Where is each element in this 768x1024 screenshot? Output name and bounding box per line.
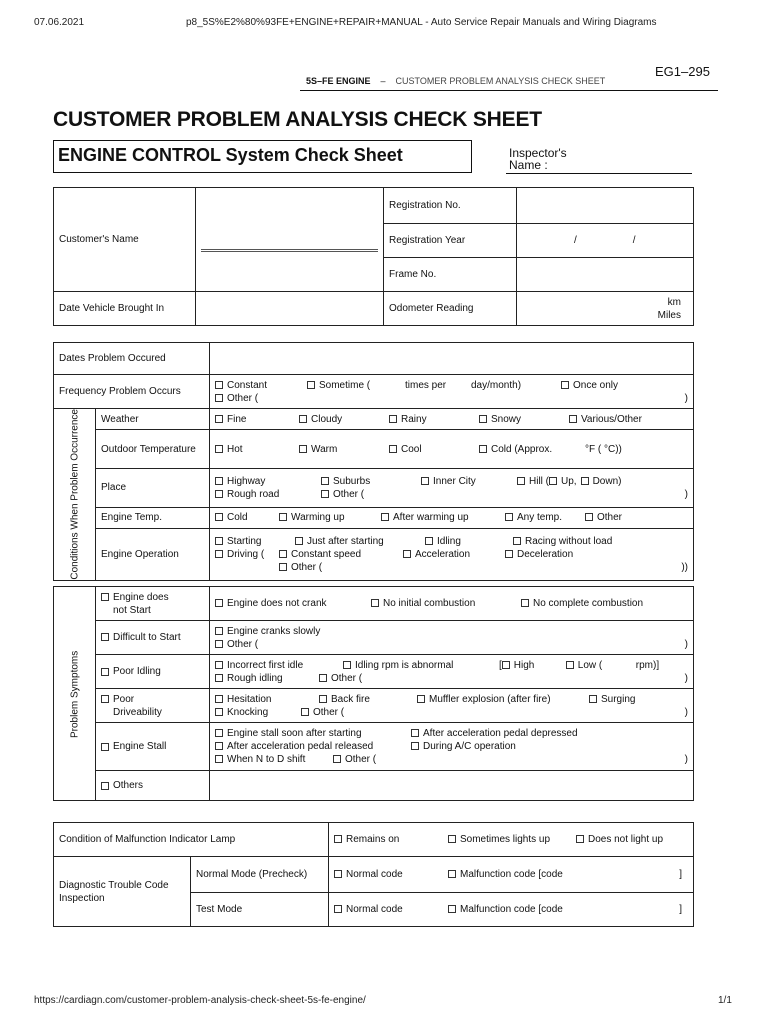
ns-crank-option[interactable] xyxy=(215,597,371,610)
checkbox-icon xyxy=(215,599,223,607)
mil-label: Condition of Malfunction Indicator Lamp xyxy=(54,823,329,857)
pi-rough-label: Rough idling xyxy=(227,672,283,684)
pi-other-close: ) xyxy=(684,672,688,684)
op-other-label: Other ( xyxy=(291,561,323,573)
checkbox-icon xyxy=(215,742,223,750)
checkbox-icon xyxy=(569,415,577,423)
mil-does-not-label: Does not light up xyxy=(588,834,664,845)
pd-muffler-label: Muffler explosion (after fire) xyxy=(429,693,551,705)
print-title: p8_5S%E2%80%93FE+ENGINE+REPAIR+MANUAL - Auto Service Repair Manuals and Wiring Diagrams xyxy=(186,17,657,28)
test-mode-label: Test Mode xyxy=(191,893,329,927)
checkbox-icon xyxy=(513,537,521,545)
op-accel-option[interactable] xyxy=(403,548,505,561)
etemp-after-option[interactable] xyxy=(381,511,505,524)
others-label: Others xyxy=(113,780,144,791)
header-rule xyxy=(300,90,718,91)
poor-driveability-option[interactable] xyxy=(96,689,210,723)
pi-incorrect-option[interactable] xyxy=(215,659,343,672)
es-after-released-option[interactable] xyxy=(215,740,411,753)
pd-backfire-label: Back fire xyxy=(331,693,370,705)
etemp-cold-label: Cold xyxy=(227,512,248,524)
engine-operation-options xyxy=(210,529,694,581)
engine-operation-label: Engine Operation xyxy=(96,529,210,581)
temp-cool-option[interactable] xyxy=(389,443,479,456)
place-suburbs-option[interactable] xyxy=(321,475,421,488)
checkbox-icon xyxy=(101,593,109,601)
checkbox-icon xyxy=(581,477,589,485)
section-engine: 5S–FE ENGINE xyxy=(306,76,371,86)
inspector-name-field[interactable] xyxy=(506,173,692,174)
es-soon-label: Engine stall soon after starting xyxy=(227,728,362,739)
place-options xyxy=(210,469,694,508)
test-mode-options xyxy=(329,893,694,927)
checkbox-icon xyxy=(215,695,223,703)
checkbox-icon xyxy=(215,537,223,545)
symptoms-side-label: Problem Symptoms xyxy=(54,587,96,801)
pi-incorrect-label: Incorrect first idle xyxy=(227,659,304,671)
weather-rainy-label: Rainy xyxy=(401,413,427,425)
ns-initial-label: No initial combustion xyxy=(383,598,476,609)
frame-no-field[interactable] xyxy=(517,258,694,292)
checkbox-icon xyxy=(479,445,487,453)
checkbox-icon xyxy=(215,640,223,648)
checkbox-icon xyxy=(101,743,109,751)
op-starting-label: Starting xyxy=(227,535,262,547)
freq-constant-option[interactable] xyxy=(215,379,307,392)
pd-hesitation-label: Hesitation xyxy=(227,693,272,705)
temp-cool-label: Cool xyxy=(401,443,422,455)
checkbox-icon xyxy=(421,477,429,485)
place-hill-option[interactable] xyxy=(517,475,549,488)
place-other-label: Other ( xyxy=(333,488,365,500)
es-n-to-d-option[interactable] xyxy=(215,753,333,766)
registration-no-label: Registration No. xyxy=(384,188,517,224)
normal-mode-label: Normal Mode (Precheck) xyxy=(191,857,329,893)
d-other-close: ) xyxy=(684,638,688,650)
tm-normal-code-option[interactable] xyxy=(334,903,448,916)
ns-complete-label: No complete combustion xyxy=(533,598,644,609)
op-other-option[interactable] xyxy=(215,561,681,574)
d-slowly-label: Engine cranks slowly xyxy=(227,625,321,637)
no-start-label: Engine does not Start xyxy=(113,591,169,616)
weather-various-option[interactable] xyxy=(569,413,642,426)
pd-other-option[interactable] xyxy=(301,706,685,719)
checkbox-icon xyxy=(279,550,287,558)
checkbox-icon xyxy=(215,394,223,402)
ns-complete-option[interactable] xyxy=(521,597,643,610)
dates-problem-label: Dates Problem Occured xyxy=(54,343,210,375)
checkbox-icon xyxy=(319,695,327,703)
checkbox-icon xyxy=(371,599,379,607)
checkbox-icon xyxy=(448,870,456,878)
op-constant-option[interactable] xyxy=(279,548,403,561)
pi-rough-option[interactable] xyxy=(215,672,319,685)
es-ac-label: During A/C operation xyxy=(423,741,516,752)
section-dash: – xyxy=(380,76,386,86)
frequency-options xyxy=(210,375,694,409)
checkbox-icon xyxy=(333,755,341,763)
freq-sometime-option[interactable] xyxy=(307,379,405,392)
d-other-option[interactable] xyxy=(215,638,258,651)
place-up-label: Up, xyxy=(561,475,577,487)
checkbox-icon xyxy=(101,668,109,676)
checkbox-icon xyxy=(215,708,223,716)
es-after-depressed-label: After acceleration pedal depressed xyxy=(423,728,578,739)
poor-idling-option[interactable] xyxy=(96,655,210,689)
temp-warm-option[interactable] xyxy=(299,443,389,456)
checkbox-icon xyxy=(319,674,327,682)
poor-driveability-label: Poor Driveability xyxy=(113,693,162,718)
checkbox-icon xyxy=(215,490,223,498)
freq-once-label: Once only xyxy=(573,379,619,391)
checkbox-icon xyxy=(521,599,529,607)
checkbox-icon xyxy=(389,415,397,423)
checkbox-icon xyxy=(381,513,389,521)
es-n-to-d-label: When N to D shift xyxy=(227,754,306,765)
mil-remains-label: Remains on xyxy=(346,834,400,845)
checkbox-icon xyxy=(505,513,513,521)
checkbox-icon xyxy=(448,835,456,843)
inspector-colon: : xyxy=(544,158,548,172)
temp-hot-label: Hot xyxy=(227,443,243,455)
weather-cloudy-option[interactable] xyxy=(299,413,389,426)
pi-high-label: High xyxy=(513,659,535,671)
date-brought-field[interactable] xyxy=(196,292,384,326)
weather-label: Weather xyxy=(96,409,210,430)
inspector-label-text: Inspector's Name xyxy=(509,146,567,172)
freq-times-label: times per xyxy=(405,379,447,391)
pd-knocking-label: Knocking xyxy=(227,706,269,718)
etemp-warming-label: Warming up xyxy=(291,512,345,524)
pi-other-label: Other ( xyxy=(331,672,363,684)
place-label: Place xyxy=(96,469,210,508)
weather-snowy-option[interactable] xyxy=(479,413,569,426)
op-starting-option[interactable] xyxy=(215,535,295,548)
freq-constant-label: Constant xyxy=(227,379,268,391)
engine-stall-options xyxy=(210,723,694,771)
checkbox-icon xyxy=(321,490,329,498)
checkbox-icon xyxy=(279,513,287,521)
checkbox-icon xyxy=(295,537,303,545)
pd-other-label: Other ( xyxy=(313,706,345,718)
temp-cold-label: Cold (Approx. xyxy=(491,443,553,455)
pi-high-open: [ xyxy=(499,659,502,671)
checkbox-icon xyxy=(215,661,223,669)
checkbox-icon xyxy=(215,445,223,453)
section-header xyxy=(306,76,605,86)
checkbox-icon xyxy=(299,415,307,423)
weather-options xyxy=(210,409,694,430)
place-other-close: ) xyxy=(684,488,688,500)
checkbox-icon xyxy=(215,755,223,763)
frequency-label: Frequency Problem Occurs xyxy=(54,375,210,409)
d-slowly-option[interactable] xyxy=(215,625,320,638)
checkbox-icon xyxy=(215,550,223,558)
conditions-table xyxy=(53,342,694,581)
mil-options xyxy=(329,823,694,857)
checkbox-icon xyxy=(448,905,456,913)
no-start-options xyxy=(210,587,694,621)
checkbox-icon xyxy=(411,729,419,737)
footer-url: https://cardiagn.com/customer-problem-analysis-check-sheet-5s-fe-engine/ xyxy=(34,995,366,1006)
difficult-start-label: Difficult to Start xyxy=(113,632,181,643)
op-accel-label: Acceleration xyxy=(415,548,471,560)
checkbox-icon xyxy=(425,537,433,545)
tm-close: ] xyxy=(679,904,682,915)
op-constant-label: Constant speed xyxy=(291,548,362,560)
customer-name-line xyxy=(201,249,378,252)
dtc-label: Diagnostic Trouble Code Inspection xyxy=(54,857,191,927)
checkbox-icon xyxy=(502,661,510,669)
checkbox-icon xyxy=(215,729,223,737)
weather-snowy-label: Snowy xyxy=(491,413,522,425)
reg-year-sep-2: / xyxy=(632,235,636,246)
freq-once-option[interactable] xyxy=(561,379,618,392)
op-driving-option[interactable] xyxy=(215,548,279,561)
checkbox-icon xyxy=(215,627,223,635)
odometer-label: Odometer Reading xyxy=(384,292,517,326)
symptoms-table xyxy=(53,586,694,801)
outdoor-temp-label: Outdoor Temperature xyxy=(96,430,210,469)
others-field[interactable] xyxy=(210,771,694,801)
checkbox-icon xyxy=(215,381,223,389)
mil-remains-option[interactable] xyxy=(334,833,448,846)
checkbox-icon xyxy=(566,661,574,669)
engine-stall-label: Engine Stall xyxy=(113,741,167,752)
es-other-close: ) xyxy=(684,754,688,765)
checkbox-icon xyxy=(389,445,397,453)
pi-abnormal-label: Idling rpm is abnormal xyxy=(355,659,454,671)
pd-knocking-option[interactable] xyxy=(215,706,301,719)
op-racing-label: Racing without load xyxy=(525,535,613,547)
pd-other-close: ) xyxy=(684,706,688,718)
dates-problem-field[interactable] xyxy=(210,343,694,375)
mil-does-not-option[interactable] xyxy=(576,833,663,846)
ns-initial-option[interactable] xyxy=(371,597,521,610)
poor-idling-label: Poor Idling xyxy=(113,666,161,677)
freq-sometime-label: Sometime ( xyxy=(319,379,371,391)
weather-fine-label: Fine xyxy=(227,413,247,425)
etemp-any-label: Any temp. xyxy=(517,512,563,524)
checkbox-icon xyxy=(517,477,525,485)
poor-driveability-options xyxy=(210,689,694,723)
difficult-start-option[interactable] xyxy=(96,621,210,655)
checkbox-icon xyxy=(479,415,487,423)
customer-info-table xyxy=(53,187,694,326)
checkbox-icon xyxy=(505,550,513,558)
pd-hesitation-option[interactable] xyxy=(215,693,319,706)
checkbox-icon xyxy=(301,708,309,716)
nm-normal-code-option[interactable] xyxy=(334,868,448,881)
place-rough-road-label: Rough road xyxy=(227,488,280,500)
frame-no-label: Frame No. xyxy=(384,258,517,292)
pd-backfire-option[interactable] xyxy=(319,693,417,706)
pi-other-option[interactable] xyxy=(319,672,685,685)
checkbox-icon xyxy=(215,674,223,682)
op-idling-option[interactable] xyxy=(425,535,513,548)
es-soon-option[interactable] xyxy=(215,727,411,740)
checkbox-icon xyxy=(307,381,315,389)
checkbox-icon xyxy=(411,742,419,750)
checkbox-icon xyxy=(561,381,569,389)
tm-normal-code-label: Normal code xyxy=(346,904,403,915)
odometer-km: km xyxy=(667,296,681,308)
difficult-start-options xyxy=(210,621,694,655)
poor-idling-options xyxy=(210,655,694,689)
op-racing-option[interactable] xyxy=(513,535,612,548)
mil-sometimes-option[interactable] xyxy=(448,833,576,846)
place-hill-label: Hill ( xyxy=(529,475,549,487)
es-other-label: Other ( xyxy=(345,754,377,765)
diagnostic-table xyxy=(53,822,694,927)
pi-high-option[interactable] xyxy=(502,659,566,672)
weather-cloudy-label: Cloudy xyxy=(311,413,343,425)
conditions-side-label: Conditions When Problem Occurrence xyxy=(54,409,96,581)
es-after-released-label: After acceleration pedal released xyxy=(227,741,374,752)
inspector-name-label xyxy=(509,147,589,171)
checkbox-icon xyxy=(215,513,223,521)
checkbox-icon xyxy=(549,477,557,485)
etemp-warming-option[interactable] xyxy=(279,511,381,524)
place-down-option[interactable] xyxy=(581,475,622,488)
temp-cold-option[interactable] xyxy=(479,443,579,456)
nm-malfunction-label: Malfunction code [code xyxy=(460,869,563,880)
checkbox-icon xyxy=(334,905,342,913)
page-code: EG1–295 xyxy=(655,64,710,79)
etemp-cold-option[interactable] xyxy=(215,511,279,524)
nm-malfunction-option[interactable] xyxy=(448,868,679,881)
checkbox-icon xyxy=(417,695,425,703)
footer-page-number: 1/1 xyxy=(718,995,732,1006)
place-suburbs-label: Suburbs xyxy=(333,475,371,487)
op-idling-label: Idling xyxy=(437,535,461,547)
pd-muffler-option[interactable] xyxy=(417,693,589,706)
no-start-option[interactable] xyxy=(96,587,210,621)
place-other-option[interactable] xyxy=(321,488,685,501)
page-title: CUSTOMER PROBLEM ANALYSIS CHECK SHEET xyxy=(53,108,542,131)
op-other-close: )) xyxy=(681,561,688,573)
op-just-after-option[interactable] xyxy=(295,535,425,548)
place-inner-city-option[interactable] xyxy=(421,475,517,488)
tm-malfunction-option[interactable] xyxy=(448,903,679,916)
temp-warm-label: Warm xyxy=(311,443,338,455)
checkbox-icon xyxy=(589,695,597,703)
reg-year-sep-1: / xyxy=(574,235,577,246)
checkbox-icon xyxy=(215,415,223,423)
temp-units: °F ( °C)) xyxy=(585,443,622,455)
date-brought-label: Date Vehicle Brought In xyxy=(54,292,196,326)
checkbox-icon xyxy=(101,695,109,703)
pi-rpm: rpm)] xyxy=(635,659,660,671)
checkbox-icon xyxy=(576,835,584,843)
freq-other-close: ) xyxy=(684,392,688,404)
print-date: 07.06.2021 xyxy=(34,17,85,28)
customer-name-field[interactable] xyxy=(196,188,384,292)
ns-crank-label: Engine does not crank xyxy=(227,598,327,609)
etemp-other-label: Other xyxy=(597,512,623,524)
es-other-option[interactable] xyxy=(333,753,685,766)
freq-daymonth-label: day/month) xyxy=(471,379,522,391)
outdoor-temp-options xyxy=(210,430,694,469)
engine-temp-options xyxy=(210,507,694,528)
etemp-any-option[interactable] xyxy=(505,511,585,524)
engine-stall-option[interactable] xyxy=(96,723,210,771)
nm-normal-code-label: Normal code xyxy=(346,869,403,880)
pi-abnormal-option[interactable] xyxy=(343,659,499,672)
nm-close: ] xyxy=(679,869,682,880)
place-rough-road-option[interactable] xyxy=(215,488,321,501)
section-subtitle: CUSTOMER PROBLEM ANALYSIS CHECK SHEET xyxy=(395,76,606,86)
op-decel-option[interactable] xyxy=(505,548,573,561)
checkbox-icon xyxy=(334,870,342,878)
checkbox-icon xyxy=(215,477,223,485)
weather-rainy-option[interactable] xyxy=(389,413,479,426)
etemp-other-option[interactable] xyxy=(585,511,622,524)
pi-low-option[interactable] xyxy=(566,659,636,672)
op-just-after-label: Just after starting xyxy=(307,535,384,547)
weather-fine-option[interactable] xyxy=(215,413,299,426)
mil-sometimes-label: Sometimes lights up xyxy=(460,834,551,845)
odometer-field[interactable] xyxy=(517,292,694,326)
place-highway-option[interactable] xyxy=(215,475,321,488)
place-down-label: Down) xyxy=(592,475,622,487)
registration-year-field[interactable] xyxy=(517,224,694,258)
engine-temp-label: Engine Temp. xyxy=(96,507,210,528)
checkbox-icon xyxy=(279,563,287,571)
others-option[interactable] xyxy=(96,771,210,801)
checkbox-icon xyxy=(299,445,307,453)
es-ac-option[interactable] xyxy=(411,740,516,753)
checkbox-icon xyxy=(343,661,351,669)
d-other-label: Other ( xyxy=(227,638,259,650)
checkbox-icon xyxy=(101,633,109,641)
etemp-after-label: After warming up xyxy=(393,512,469,524)
pd-surging-label: Surging xyxy=(601,693,636,705)
pd-surging-option[interactable] xyxy=(589,693,635,706)
weather-various-label: Various/Other xyxy=(581,413,642,425)
freq-other-label: Other ( xyxy=(227,392,259,404)
sheet-title: ENGINE CONTROL System Check Sheet xyxy=(58,145,403,165)
odometer-miles: Miles xyxy=(657,309,681,321)
registration-no-field[interactable] xyxy=(517,188,694,224)
es-after-depressed-option[interactable] xyxy=(411,727,578,740)
temp-hot-option[interactable] xyxy=(215,443,299,456)
place-inner-city-label: Inner City xyxy=(433,475,476,487)
op-driving-label: Driving ( xyxy=(227,548,265,560)
normal-mode-options xyxy=(329,857,694,893)
customer-name-label: Customer's Name xyxy=(54,188,196,292)
checkbox-icon xyxy=(101,782,109,790)
checkbox-icon xyxy=(334,835,342,843)
place-up-option[interactable] xyxy=(549,475,577,488)
registration-year-label: Registration Year xyxy=(384,224,517,258)
op-decel-label: Deceleration xyxy=(517,548,574,560)
tm-malfunction-label: Malfunction code [code xyxy=(460,904,563,915)
checkbox-icon xyxy=(321,477,329,485)
freq-other-option[interactable] xyxy=(215,392,258,405)
place-highway-label: Highway xyxy=(227,475,266,487)
checkbox-icon xyxy=(585,513,593,521)
pi-low-label: Low ( xyxy=(577,659,603,671)
checkbox-icon xyxy=(403,550,411,558)
